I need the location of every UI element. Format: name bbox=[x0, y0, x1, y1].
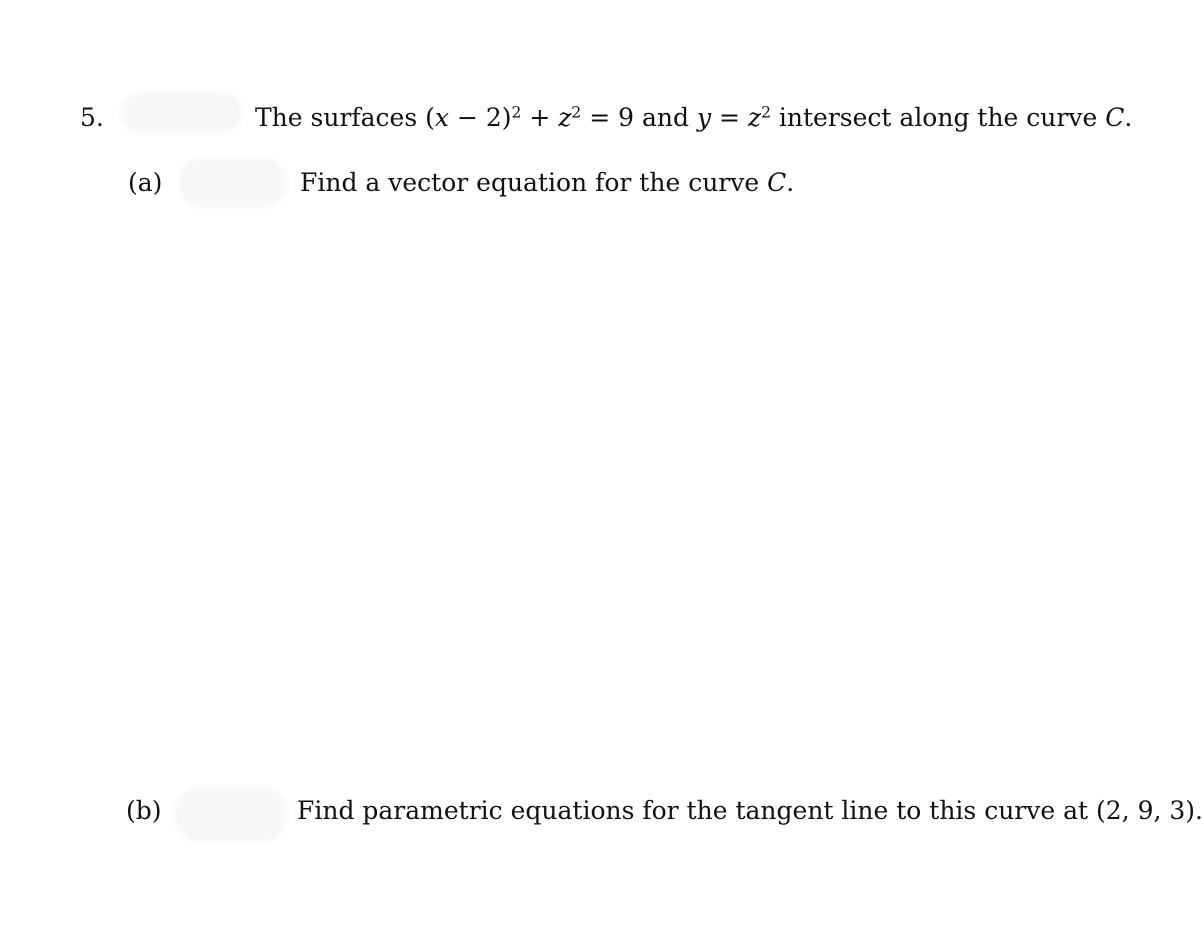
part-b-question: Find parametric equations for the tangent line to this curve at (2, 9, 3). bbox=[297, 796, 1203, 825]
surface-equation-1: $(x - 2)^2 + z^2 = 9$ bbox=[425, 103, 635, 132]
tangent-point: (2, 9, 3) bbox=[1096, 796, 1196, 825]
curve-symbol: C bbox=[767, 168, 787, 197]
part-a-label: (a) bbox=[128, 168, 163, 197]
statement-tail: intersect along the curve bbox=[770, 103, 1106, 132]
redacted-mark-2 bbox=[178, 158, 288, 208]
surface-equation-2: $y = z^2$ bbox=[696, 103, 771, 132]
statement-and: and bbox=[634, 103, 697, 132]
problem-number: 5. bbox=[80, 103, 104, 132]
redacted-mark-3 bbox=[174, 786, 288, 842]
part-b-text: Find parametric equations for the tangent line to this curve at bbox=[297, 796, 1097, 825]
problem-statement: The surfaces $(x - 2)^2 + z^2 = 9$ and $y = z^2$ intersect along the curve C. bbox=[255, 103, 1133, 132]
part-a-text: Find a vector equation for the curve bbox=[300, 168, 768, 197]
curve-symbol: C bbox=[1105, 103, 1125, 132]
statement-lead: The surfaces bbox=[255, 103, 418, 132]
redacted-mark-1 bbox=[120, 92, 242, 134]
part-b-label: (b) bbox=[126, 796, 162, 825]
part-a-question: Find a vector equation for the curve C. bbox=[300, 168, 795, 197]
